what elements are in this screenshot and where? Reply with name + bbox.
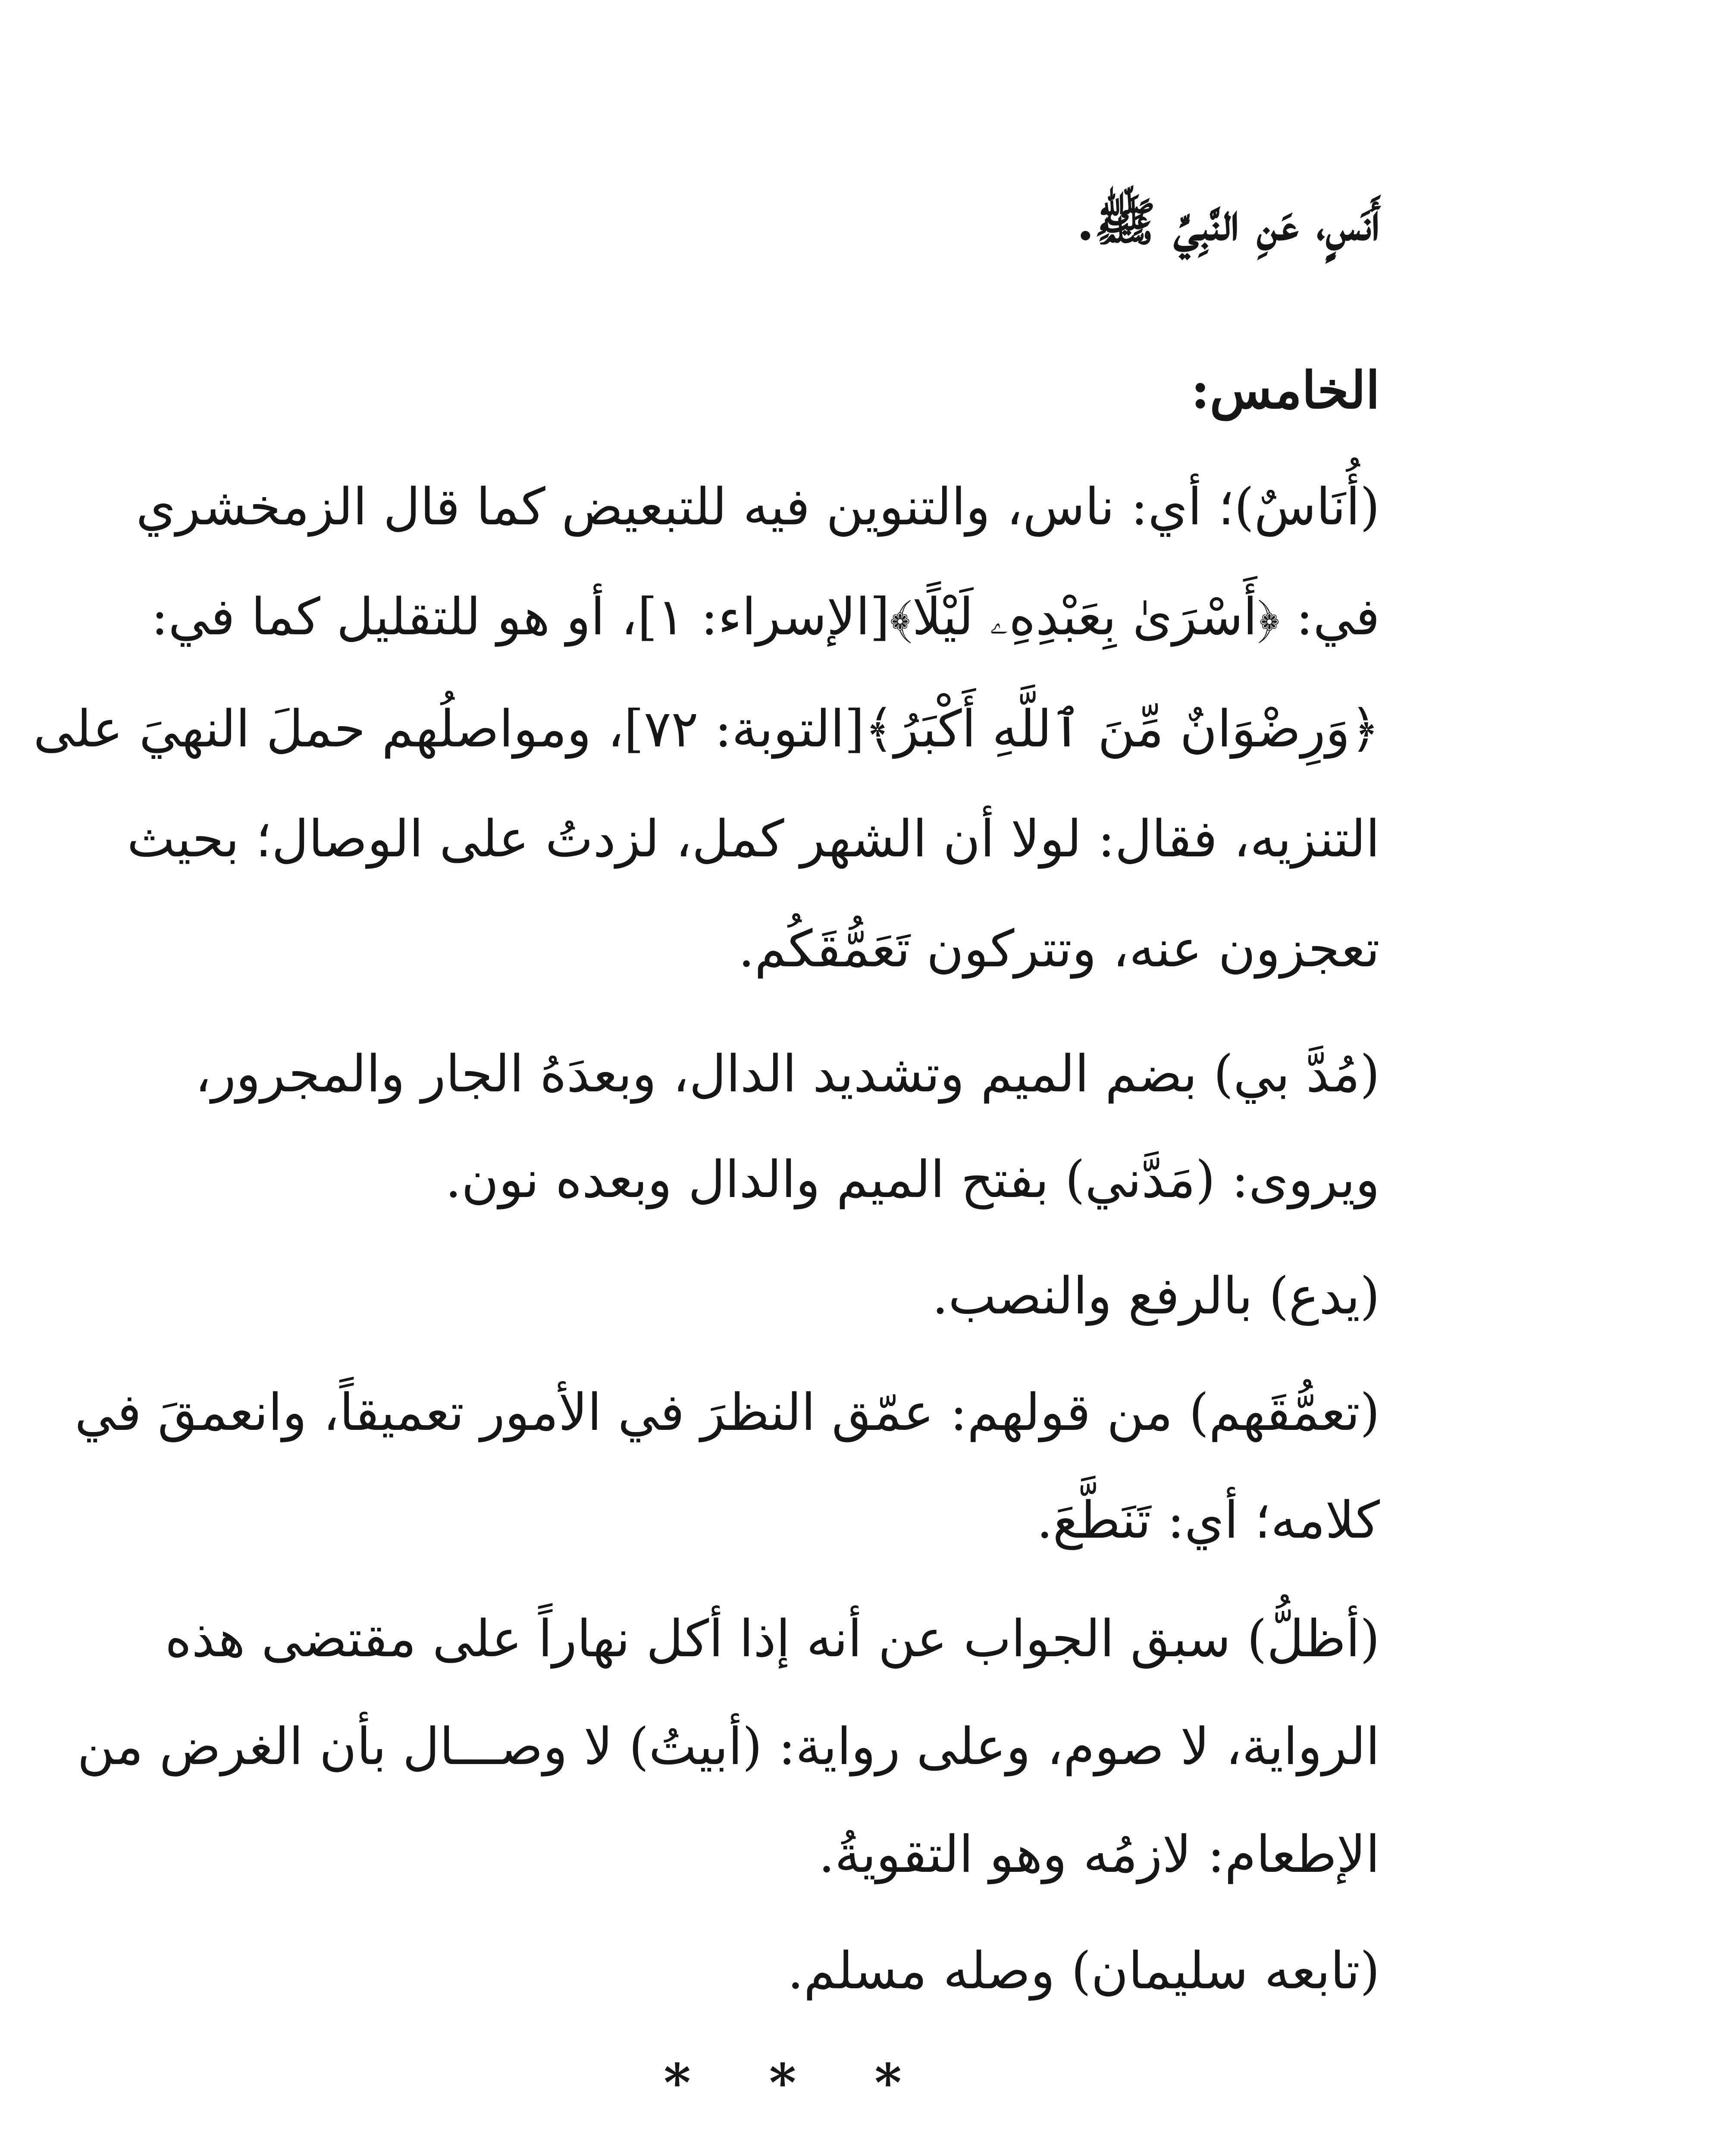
commentary-line: (أُنَاسٌ)؛ أي: ناس، والتنوين فيه للتبعيض كما قال الزمخشري <box>136 477 1380 536</box>
commentary-line: (تابعه سليمان) وصله مسلم. <box>787 1941 1380 2000</box>
commentary-line: في: ﴿أَسْرَىٰ بِعَبْدِهِۦ لَيْلًا﴾[الإسراء: ١]، أو هو للتقليل كما في: <box>151 587 1380 646</box>
commentary-line: ويروى: (مَدَّني) بفتح الميم والدال وبعده نون. <box>445 1150 1380 1209</box>
commentary-line: (أظلُّ) سبق الجواب عن أنه إذا أكل نهاراً على مقتضى هذه <box>165 1609 1380 1668</box>
commentary-line: (مُدَّ بي) بضم الميم وتشديد الدال، وبعدَهُ الجار والمجرور، <box>195 1044 1380 1103</box>
commentary-line: (تعمُّقَهم) من قولهم: عمّق النظرَ في الأمور تعميقاً، وانعمقَ في <box>75 1382 1380 1442</box>
commentary-line: الرواية، لا صوم، وعلى رواية: (أبيتُ) لا وصـــال بأن الغرض من <box>77 1717 1380 1776</box>
commentary-line: (يدع) بالرفع والنصب. <box>932 1266 1380 1326</box>
commentary-line: ﴿وَرِضْوَانٌ مِّنَ ٱللَّهِ أَكْبَرُ﴾[التوبة: ٧٢]، ومواصلُهم حملَ النهيَ على <box>33 699 1380 758</box>
line-continuation-anas: أَنَسٍ، عَنِ النَّبِيِّ ﷺ. <box>1076 192 1380 252</box>
section-separator: * * * <box>664 2053 932 2113</box>
section-heading-fifth: الخامس: <box>1191 360 1380 420</box>
commentary-line: كلامه؛ أي: تَنَطَّعَ. <box>1036 1490 1380 1550</box>
commentary-line: تعجزون عنه، وتتركون تَعَمُّقَكُم. <box>738 919 1380 978</box>
commentary-line: الإطعام: لازمُه وهو التقويةُ. <box>818 1824 1380 1884</box>
commentary-line: التنزيه، فقال: لولا أن الشهر كمل، لزدتُ على الوصال؛ بحيث <box>127 809 1380 868</box>
